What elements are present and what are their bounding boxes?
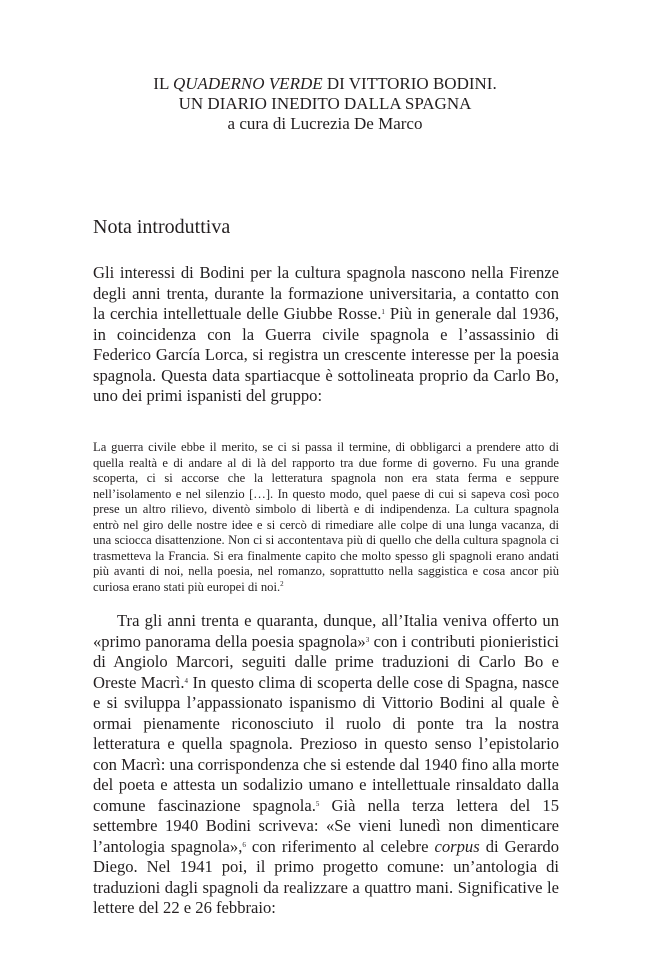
title-line-1: IL QUADERNO VERDE DI VITTORIO BODINI. (153, 74, 497, 93)
block-quote: La guerra civile ebbe il merito, se ci si passa il termine, di obbligarci a prendere atto di quella realtà e di andare al di là del rapporto tra due forme di governo. Fu una grande scoperta, ci si accorse che la letteratura spagnola non era stata ferma e seppure nell’isolamento e nel silenzio […]. In questo modo, quel paese di cui si sapeva così poco prese un altro rilievo, diventò simbolo di libertà e di indipendenza. La cultura spagnola entrò nel giro delle nostre idee e si cercò di rimediare alle colpe di una lunga vacanza, di una sciocca disattenzione. Non ci si accontentava più di quello che della cultura spagnola ci trasmetteva la Francia. Si era finalmente capito che molto spesso gli spagnoli erano andati più avanti di noi, nella poesia, nel romanzo, soprattutto nella saggistica e cosa ancor più curiosa erano stati più europei di noi.$^2$ (93, 440, 559, 594)
footnote-ref[interactable]: 6 (242, 840, 246, 849)
footnote-ref[interactable]: 2 (280, 579, 284, 588)
title-line-2: UN DIARIO INEDITO DALLA SPAGNA (178, 94, 472, 113)
article-title (0, 74, 650, 134)
paragraph-2: Tra gli anni trenta e quaranta, dunque, all’Italia veniva offerto un «primo panorama della poesia spagnola»$^3$ con i contributi pionieristici di Angiolo Marcori, seguiti dalle prime traduzioni di Carlo Bo e Oreste Macrì.$^4$ In questo clima di scoperta delle cose di Spagna, nasce e si sviluppa l’appassionato ispanismo di Vittorio Bodini al quale è ormai pienamente riconosciuto il ruolo di ponte tra la nostra letteratura e quella spagnola. Prezioso in questo senso l’epistolario con Macrì: una corrispondenza che si estende dal 1940 fino alla morte del poeta e attesta un sodalizio umano e intellettuale rinsaldato dalla comune fascinazione spagnola.$^5$ Già nella terza lettera del 15 settembre 1940 Bodini scriveva: «Se vieni lunedì non dimenticare l’antologia spagnola»,$^6$ con riferimento al celebre corpus di Gerardo Diego. Nel 1941 poi, il primo progetto comune: un’antologia di traduzioni dagli spagnoli da realizzare a quattro mani. Significative le lettere del 22 e 26 febbraio: (93, 611, 560, 917)
paragraph-1: Gli interessi di Bodini per la cultura spagnola nascono nella Firenze degli anni trenta, durante la formazione universitaria, a contatto con la cerchia intellettuale delle Giubbe Rosse.$^1$ Più in generale dal 1936, in coincidenza con la Guerra civile spagnola e l’assassinio di Federico García Lorca, si registra un crescente interesse per la poesia spagnola. Questa data spartiacque è sottolineata proprio da Carlo Bo, uno dei primi ispanisti del gruppo: (93, 263, 559, 405)
title-editor-line: a cura di Lucrezia De Marco (227, 114, 423, 133)
footnote-ref[interactable]: 4 (184, 676, 189, 685)
footnote-ref[interactable]: 1 (381, 308, 385, 316)
title-italic: QUADERNO VERDE (172, 74, 323, 93)
footnote-ref[interactable]: 5 (315, 799, 320, 808)
footnote-ref[interactable]: 3 (365, 635, 370, 644)
section-heading: Nota introduttiva (93, 216, 231, 238)
